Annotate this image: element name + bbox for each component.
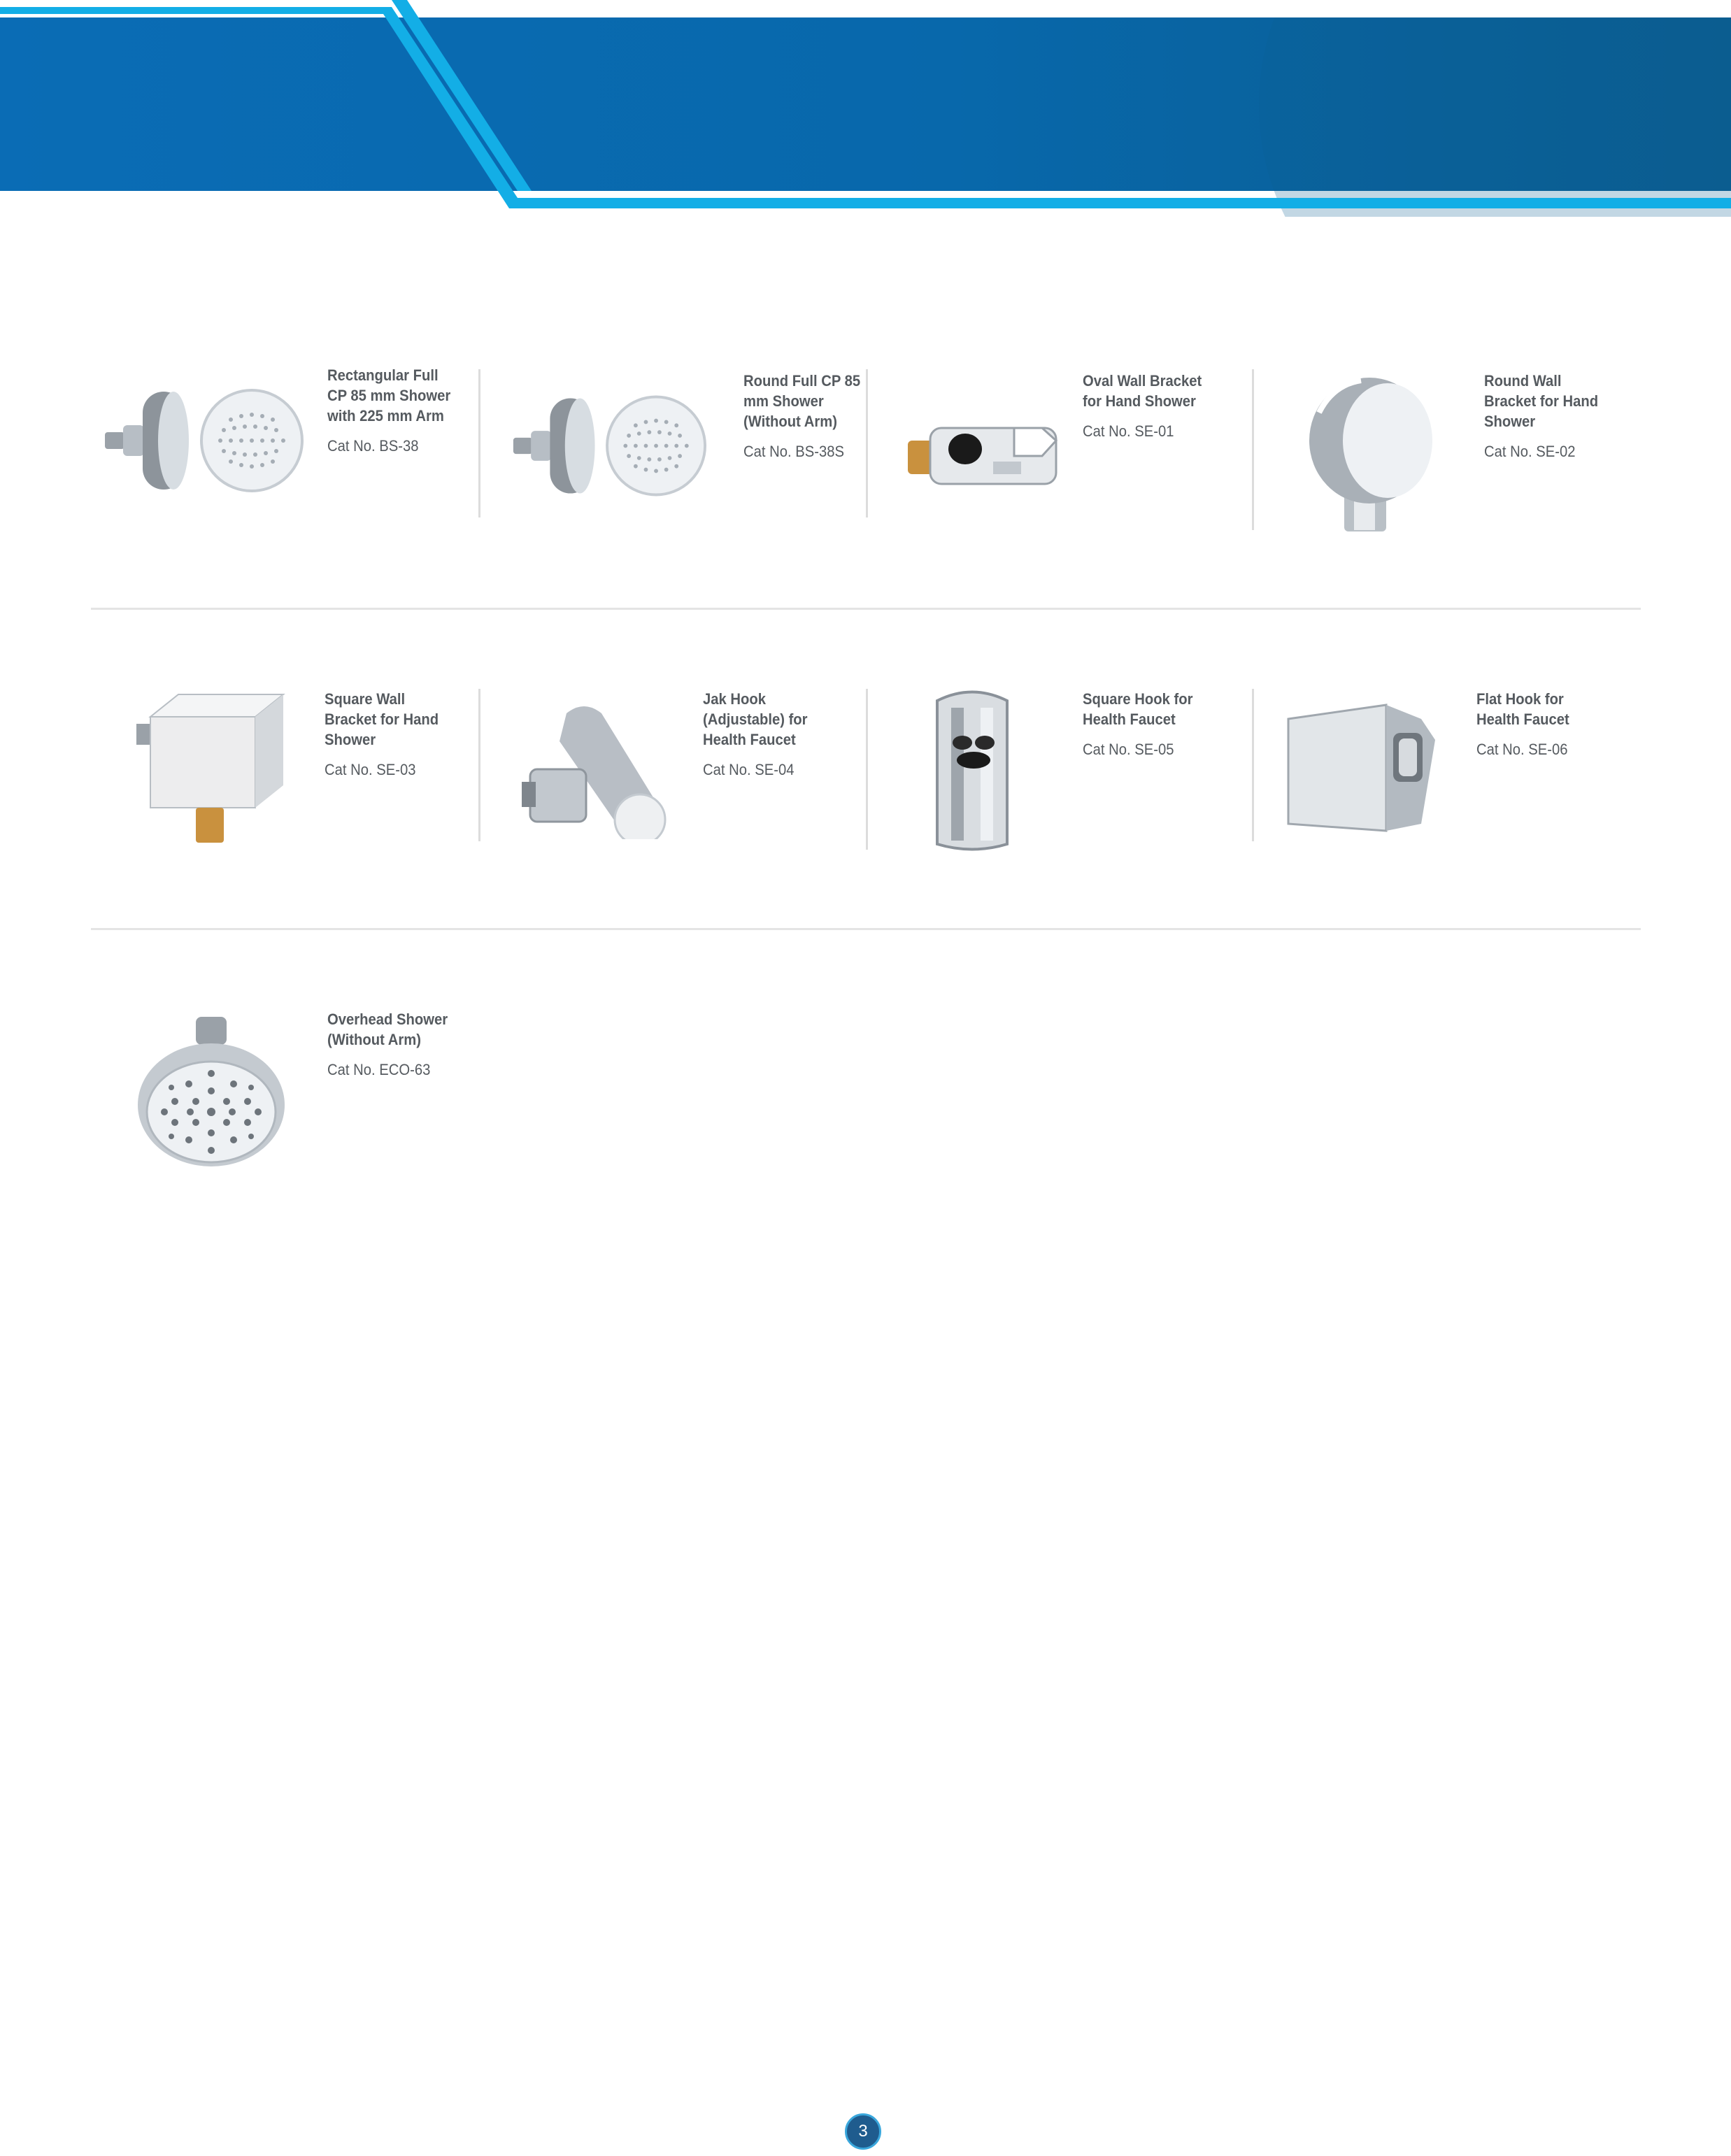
column-divider [866,369,868,517]
round-bracket-icon [1305,371,1438,535]
product-name: Square Hook for Health Faucet [1083,690,1193,728]
shower-head-with-face-icon [98,378,308,504]
product-name: Round Full CP 85 mm Shower (Without Arm) [743,372,861,430]
catalog-number: Cat No. BS-38S [743,443,844,460]
catalog-number: Cat No. SE-02 [1484,443,1576,460]
jak-hook-icon [518,699,675,839]
square-hook-icon [923,687,1021,855]
row-divider [91,608,1641,610]
header-banner [0,0,1731,217]
product-name: Square Wall Bracket for Hand Shower [325,690,439,748]
catalog-number: Cat No. ECO-63 [327,1061,431,1078]
row-divider [91,928,1641,930]
column-divider [478,369,480,517]
product-name: Oval Wall Bracket for Hand Shower [1083,372,1202,410]
catalog-number: Cat No. BS-38 [327,437,419,455]
catalog-number: Cat No. SE-01 [1083,422,1174,440]
catalog-number: Cat No. SE-04 [703,761,795,778]
product-name: Jak Hook (Adjustable) for Health Faucet [703,690,808,748]
product-name: Overhead Shower (Without Arm) [327,1011,448,1048]
flat-hook-icon [1281,698,1439,838]
shower-head-with-face-icon [500,385,717,507]
oval-bracket-icon [902,413,1077,497]
product-name: Rectangular Full CP 85 mm Shower with 225 mm Arm [327,366,451,424]
column-divider [478,689,480,841]
column-divider [866,689,868,850]
product-name: Flat Hook for Health Faucet [1476,690,1569,728]
square-bracket-icon [129,689,287,848]
page-number: 3 [845,2113,881,2150]
overhead-shower-icon [133,1014,290,1171]
catalog-number: Cat No. SE-06 [1476,741,1568,758]
catalog-number: Cat No. SE-03 [325,761,416,778]
column-divider [1252,369,1254,530]
product-name: Round Wall Bracket for Hand Shower [1484,372,1599,430]
catalog-number: Cat No. SE-05 [1083,741,1174,758]
column-divider [1252,689,1254,841]
